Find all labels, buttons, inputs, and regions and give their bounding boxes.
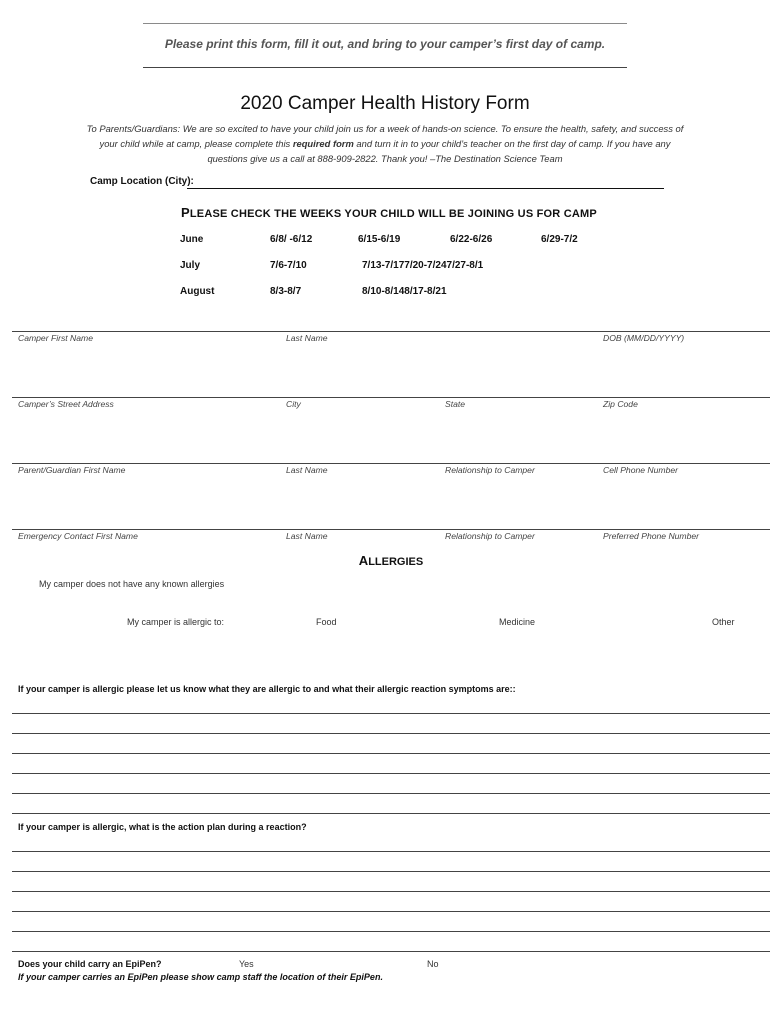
intro-paragraph	[82, 121, 688, 166]
allergies-heading-rest: LLERGIES	[368, 556, 424, 568]
city-label: City	[286, 399, 301, 409]
action-plan-answer-line[interactable]	[12, 951, 770, 952]
month-july: July	[180, 260, 201, 271]
allergies-heading	[0, 553, 770, 568]
week-option[interactable]: 8/3-8/7	[270, 286, 302, 297]
symptoms-answer-line[interactable]	[12, 753, 770, 754]
camper-name-field-line[interactable]	[12, 331, 770, 332]
emergency-contact-field-line[interactable]	[12, 529, 770, 530]
symptoms-answer-line[interactable]	[12, 713, 770, 714]
action-plan-answer-line[interactable]	[12, 931, 770, 932]
week-option[interactable]: 7/13-7/177/20-7/247/27-8/1	[362, 260, 484, 271]
week-option[interactable]: 6/15-6/19	[358, 234, 401, 245]
intro-text-1: To Parents/Guardians: We are so excited to have your child join us for a week of hands-on science. To ensure the health, safety, and success of your child while at camp, please complete this	[86, 123, 684, 149]
action-plan-answer-line[interactable]	[12, 911, 770, 912]
street-address-label: Camper’s Street Address	[18, 399, 114, 409]
symptoms-answer-line[interactable]	[12, 733, 770, 734]
camper-first-name-label: Camper First Name	[18, 333, 93, 343]
week-option[interactable]: 6/8/ -6/12	[270, 234, 313, 245]
preferred-phone-label: Preferred Phone Number	[603, 531, 700, 541]
epipen-no-option[interactable]: No	[427, 959, 439, 969]
camp-location-field[interactable]	[187, 188, 664, 189]
action-plan-question: If your camper is allergic, what is the action plan during a reaction?	[18, 822, 307, 832]
allergies-heading-initial: A	[358, 553, 369, 568]
print-instructions: Please print this form, fill it out, and bring to your camper’s first day of camp.	[164, 37, 606, 51]
form-title: 2020 Camper Health History Form	[240, 93, 530, 114]
required-form-emphasis: required form	[292, 138, 354, 149]
state-label: State	[445, 399, 466, 409]
guardian-first-name-label: Parent/Guardian First Name	[18, 465, 126, 475]
allergic-to-label: My camper is allergic to:	[127, 617, 225, 627]
weeks-heading-initial: P	[181, 205, 190, 220]
epipen-yes-option[interactable]: Yes	[239, 959, 254, 969]
no-known-allergies-option[interactable]: My camper does not have any known allergies	[39, 579, 225, 589]
action-plan-answer-line[interactable]	[12, 871, 770, 872]
weeks-heading	[181, 205, 597, 220]
intro-text-2: and turn it in to your child’s teacher on the first day of camp. If you have any questions give us a call at 888-909-2822. Thank you! –The Destination Science Team	[207, 138, 671, 164]
symptoms-answer-line[interactable]	[12, 773, 770, 774]
month-june: June	[180, 234, 204, 245]
camp-location-label: Camp Location (City):	[90, 176, 194, 187]
symptoms-answer-line[interactable]	[12, 813, 770, 814]
allergy-other-option[interactable]: Other	[712, 617, 735, 627]
week-option[interactable]: 8/10-8/148/17-8/21	[362, 286, 447, 297]
weeks-heading-rest: LEASE CHECK THE WEEKS YOUR CHILD WILL BE JOINING US FOR CAMP	[189, 208, 597, 220]
emergency-last-name-label: Last Name	[286, 531, 328, 541]
allergy-food-option[interactable]: Food	[316, 617, 337, 627]
month-august: August	[180, 286, 215, 297]
week-option[interactable]: 6/29-7/2	[541, 234, 578, 245]
action-plan-answer-line[interactable]	[12, 891, 770, 892]
action-plan-answer-line[interactable]	[12, 851, 770, 852]
allergy-medicine-option[interactable]: Medicine	[499, 617, 536, 627]
allergy-symptoms-question: If your camper is allergic please let us know what they are allergic to and what their allergic reaction symptoms are::	[18, 684, 516, 694]
guardian-relationship-label: Relationship to Camper	[445, 465, 535, 475]
symptoms-answer-line[interactable]	[12, 793, 770, 794]
guardian-last-name-label: Last Name	[286, 465, 328, 475]
week-option[interactable]: 6/22-6/26	[450, 234, 493, 245]
dob-label: DOB (MM/DD/YYYY)	[603, 333, 685, 343]
cell-phone-label: Cell Phone Number	[603, 465, 678, 475]
camper-last-name-label: Last Name	[286, 333, 328, 343]
epipen-location-note: If your camper carries an EpiPen please show camp staff the location of their EpiPen.	[18, 972, 383, 982]
week-option[interactable]: 7/6-7/10	[270, 260, 307, 271]
top-rule	[143, 23, 627, 24]
epipen-question: Does your child carry an EpiPen?	[18, 959, 162, 969]
emergency-relationship-label: Relationship to Camper	[445, 531, 535, 541]
emergency-first-name-label: Emergency Contact First Name	[18, 531, 138, 541]
guardian-field-line[interactable]	[12, 463, 770, 464]
header-rule	[143, 67, 627, 68]
address-field-line[interactable]	[12, 397, 770, 398]
zip-code-label: Zip Code	[603, 399, 638, 409]
